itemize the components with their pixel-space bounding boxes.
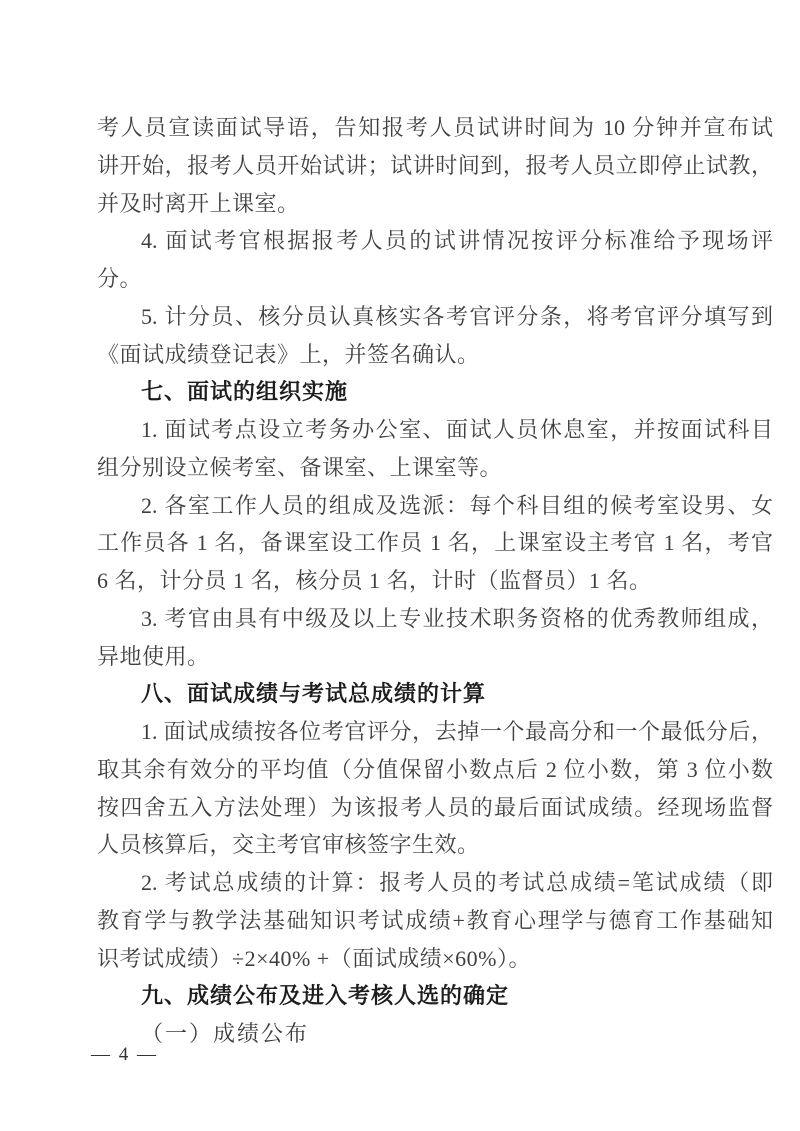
text-line: 2. 各室工作人员的组成及选派：每个科目组的候考室设男、女 <box>141 492 773 518</box>
text-line: 并及时离开上课室。 <box>97 190 300 216</box>
text-line: 取其余有效分的平均值（分值保留小数点后 2 位小数，第 3 位小数 <box>97 756 773 782</box>
text-line: 工作员各 1 名，备课室设工作员 1 名，上课室设主考官 1 名，考官 <box>97 530 773 556</box>
text-line: 2. 考试总成绩的计算：报考人员的考试总成绩=笔试成绩（即 <box>141 870 773 895</box>
text-line: 4. 面试考官根据报考人员的试讲情况按评分标准给予现场评 <box>141 228 773 254</box>
text-line: 教育学与教学法基础知识考试成绩+教育心理学与德育工作基础知 <box>97 907 773 933</box>
text-line: 5. 计分员、核分员认真核实各考官评分条，将考官评分填写到 <box>141 303 773 329</box>
text-line: 分。 <box>97 266 143 291</box>
text-line: 识考试成绩）÷2×40% +（面试成绩×60%）。 <box>97 945 531 971</box>
text-line: 人员核算后，交主考官审核签字生效。 <box>97 832 480 858</box>
text-line: 3. 考官由具有中级及以上专业技术职务资格的优秀教师组成， <box>141 605 773 631</box>
text-line: 组分别设立候考室、备课室、上课室等。 <box>97 454 503 480</box>
document-body <box>97 109 773 1053</box>
text-line: 考人员宣读面试导语，告知报考人员试讲时间为 10 分钟并宣布试 <box>97 115 773 140</box>
text-line: 6 名，计分员 1 名，核分员 1 名，计时（监督员）1 名。 <box>97 568 652 593</box>
text-line: 1. 面试考点设立考务办公室、面试人员休息室，并按面试科目 <box>141 417 773 442</box>
heading-section-8: 八、面试成绩与考试总成绩的计算 <box>141 681 487 707</box>
text-line: 1. 面试成绩按各位考官评分，去掉一个最高分和一个最低分后， <box>141 719 773 744</box>
text-line: 按四舍五入方法处理）为该报考人员的最后面试成绩。经现场监督 <box>97 794 773 820</box>
subheading-score-publish: （一）成绩公布 <box>141 1021 310 1046</box>
text-line: 《面试成绩登记表》上，并签名确认。 <box>97 341 480 367</box>
text-line: 异地使用。 <box>97 643 210 669</box>
heading-section-7: 七、面试的组织实施 <box>141 379 349 405</box>
heading-section-9: 九、成绩公布及进入考核人选的确定 <box>141 983 510 1009</box>
page-number: — 4 — <box>91 1044 158 1065</box>
text-line: 讲开始，报考人员开始试讲；试讲时间到，报考人员立即停止试教， <box>97 152 773 178</box>
